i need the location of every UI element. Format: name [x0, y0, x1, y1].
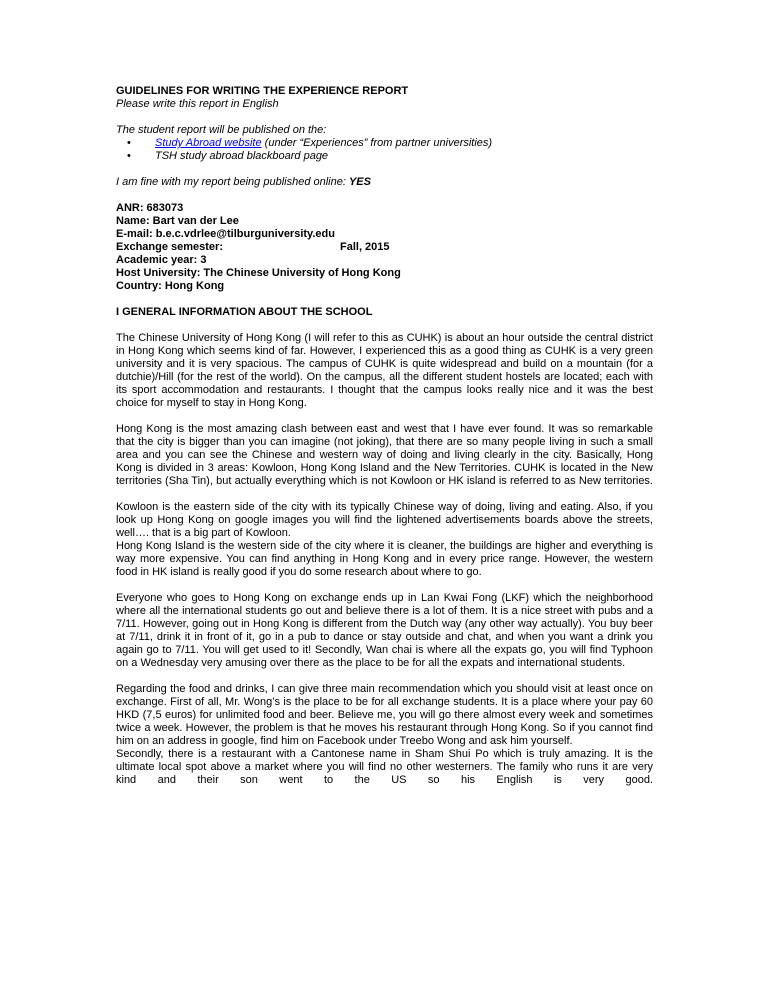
paragraph: Hong Kong Island is the western side of the city where it is cleaner, the buildings are higher and everything is way more expensive. You can find anything in Hong Kong and in every price range. However, the western food in HK island is really good if you do some research about where to go.: [116, 540, 653, 578]
info-exchange-label: Exchange semester:: [116, 241, 223, 253]
info-name: Name: Bart van der Lee: [116, 215, 239, 227]
student-info-block: [116, 202, 653, 293]
paragraph: Regarding the food and drinks, I can give three main recommendation which you should visit at least once on exchange. First of all, Mr. Wong’s is the place to be for all exchange students. It is a place where your pay 60 HKD (7,5 euros) for unlimited food and beer. Believe me, you will go there almost every week and sometimes twice a week. However, the problem is that he moves his restaurant through Hong Kong. So if you cannot find him on an address in google, find him on Facebook under Treebo Wong and ask him yourself.: [116, 683, 653, 747]
paragraph: Secondly, there is a restaurant with a Cantonese name in Sham Shui Po which is truly amazing. It is the ultimate local spot above a market where you will find no other westerners. The family who runs it are very kind and their son went to the US so his English is very good.: [116, 748, 653, 786]
bullet-icon: •: [127, 150, 131, 162]
document-title: GUIDELINES FOR WRITING THE EXPERIENCE REPORT: [116, 85, 409, 97]
bullet-icon: •: [127, 137, 131, 149]
bullet-item-suffix: (under “Experiences” from partner universities): [261, 137, 493, 149]
consent-statement: [116, 176, 653, 189]
publish-intro: The student report will be published on the:: [116, 124, 327, 136]
bullet-item-label: [155, 137, 492, 149]
subtitle-note: Please write this report in English: [116, 98, 279, 110]
publish-target-list: [116, 137, 653, 163]
info-host-university: Host University: The Chinese University of Hong Kong: [116, 267, 401, 279]
bullet-item-label: TSH study abroad blackboard page: [155, 150, 329, 162]
info-email: E-mail: b.e.c.vdrlee@tilburguniversity.edu: [116, 228, 335, 240]
study-abroad-link[interactable]: Study Abroad website: [155, 137, 262, 149]
bullet-item: [116, 150, 653, 163]
bullet-item: [116, 137, 653, 150]
info-anr: ANR: 683073: [116, 202, 184, 214]
info-exchange-semester: [116, 241, 653, 254]
section-heading: I GENERAL INFORMATION ABOUT THE SCHOOL: [116, 306, 373, 318]
paragraph: Kowloon is the eastern side of the city with its typically Chinese way of doing, living and eating. Also, if you look up Hong Kong on google images you will find the lightened advertisements boards above the streets, well…. that is a big part of Kowloon.: [116, 501, 653, 539]
info-country: Country: Hong Kong: [116, 280, 225, 292]
paragraph: The Chinese University of Hong Kong (I will refer to this as CUHK) is about an hour outside the central district in Hong Kong which seems kind of far. However, I experienced this as a good thing as CUHK is a very green university and it is very spacious. The campus of CUHK is quite widespread and build on a mountain (for a dutchie)/Hill (for the rest of the world). On the campus, all the different student hostels are located; each with its sport accommodation and restaurants. I thought that the campus looks really nice and it was the best choice for myself to stay in Hong Kong.: [116, 332, 653, 409]
paragraph: Hong Kong is the most amazing clash between east and west that I have ever found. It was so remarkable that the city is bigger than you can imagine (not joking), that there are so many people living in such a small area and you can see the Chinese and western way of doing and living clearly in the city. Basically, Hong Kong is divided in 3 areas: Kowloon, Hong Kong Island and the New Territories. CUHK is located in the New territories (Sha Tin), but actually everything which is not Kowloon or HK island is referred to as New territories.: [116, 423, 653, 487]
info-academic-year: Academic year: 3: [116, 254, 207, 266]
document-content: [116, 85, 653, 787]
paragraph: Everyone who goes to Hong Kong on exchange ends up in Lan Kwai Fong (LKF) which the neighborhood where all the international students go out and believe there is a lot of them. It is a nice street with pubs and a 7/11. However, going out in Hong Kong is different from the Dutch way (any other way actually). You buy beer at 7/11, drink it in front of it, go in a pub to dance or stay outside and chat, and when you want a drink you again go to 7/11. You will get used to it! Secondly, Wan chai is where all the expats go, you will find Typhoon on a Wednesday very amusing over there as the place to be for all the expats and international students.: [116, 592, 653, 669]
consent-value: YES: [348, 176, 371, 188]
info-exchange-value: Fall, 2015: [340, 241, 390, 253]
consent-prefix: I am fine with my report being published online:: [116, 176, 349, 188]
